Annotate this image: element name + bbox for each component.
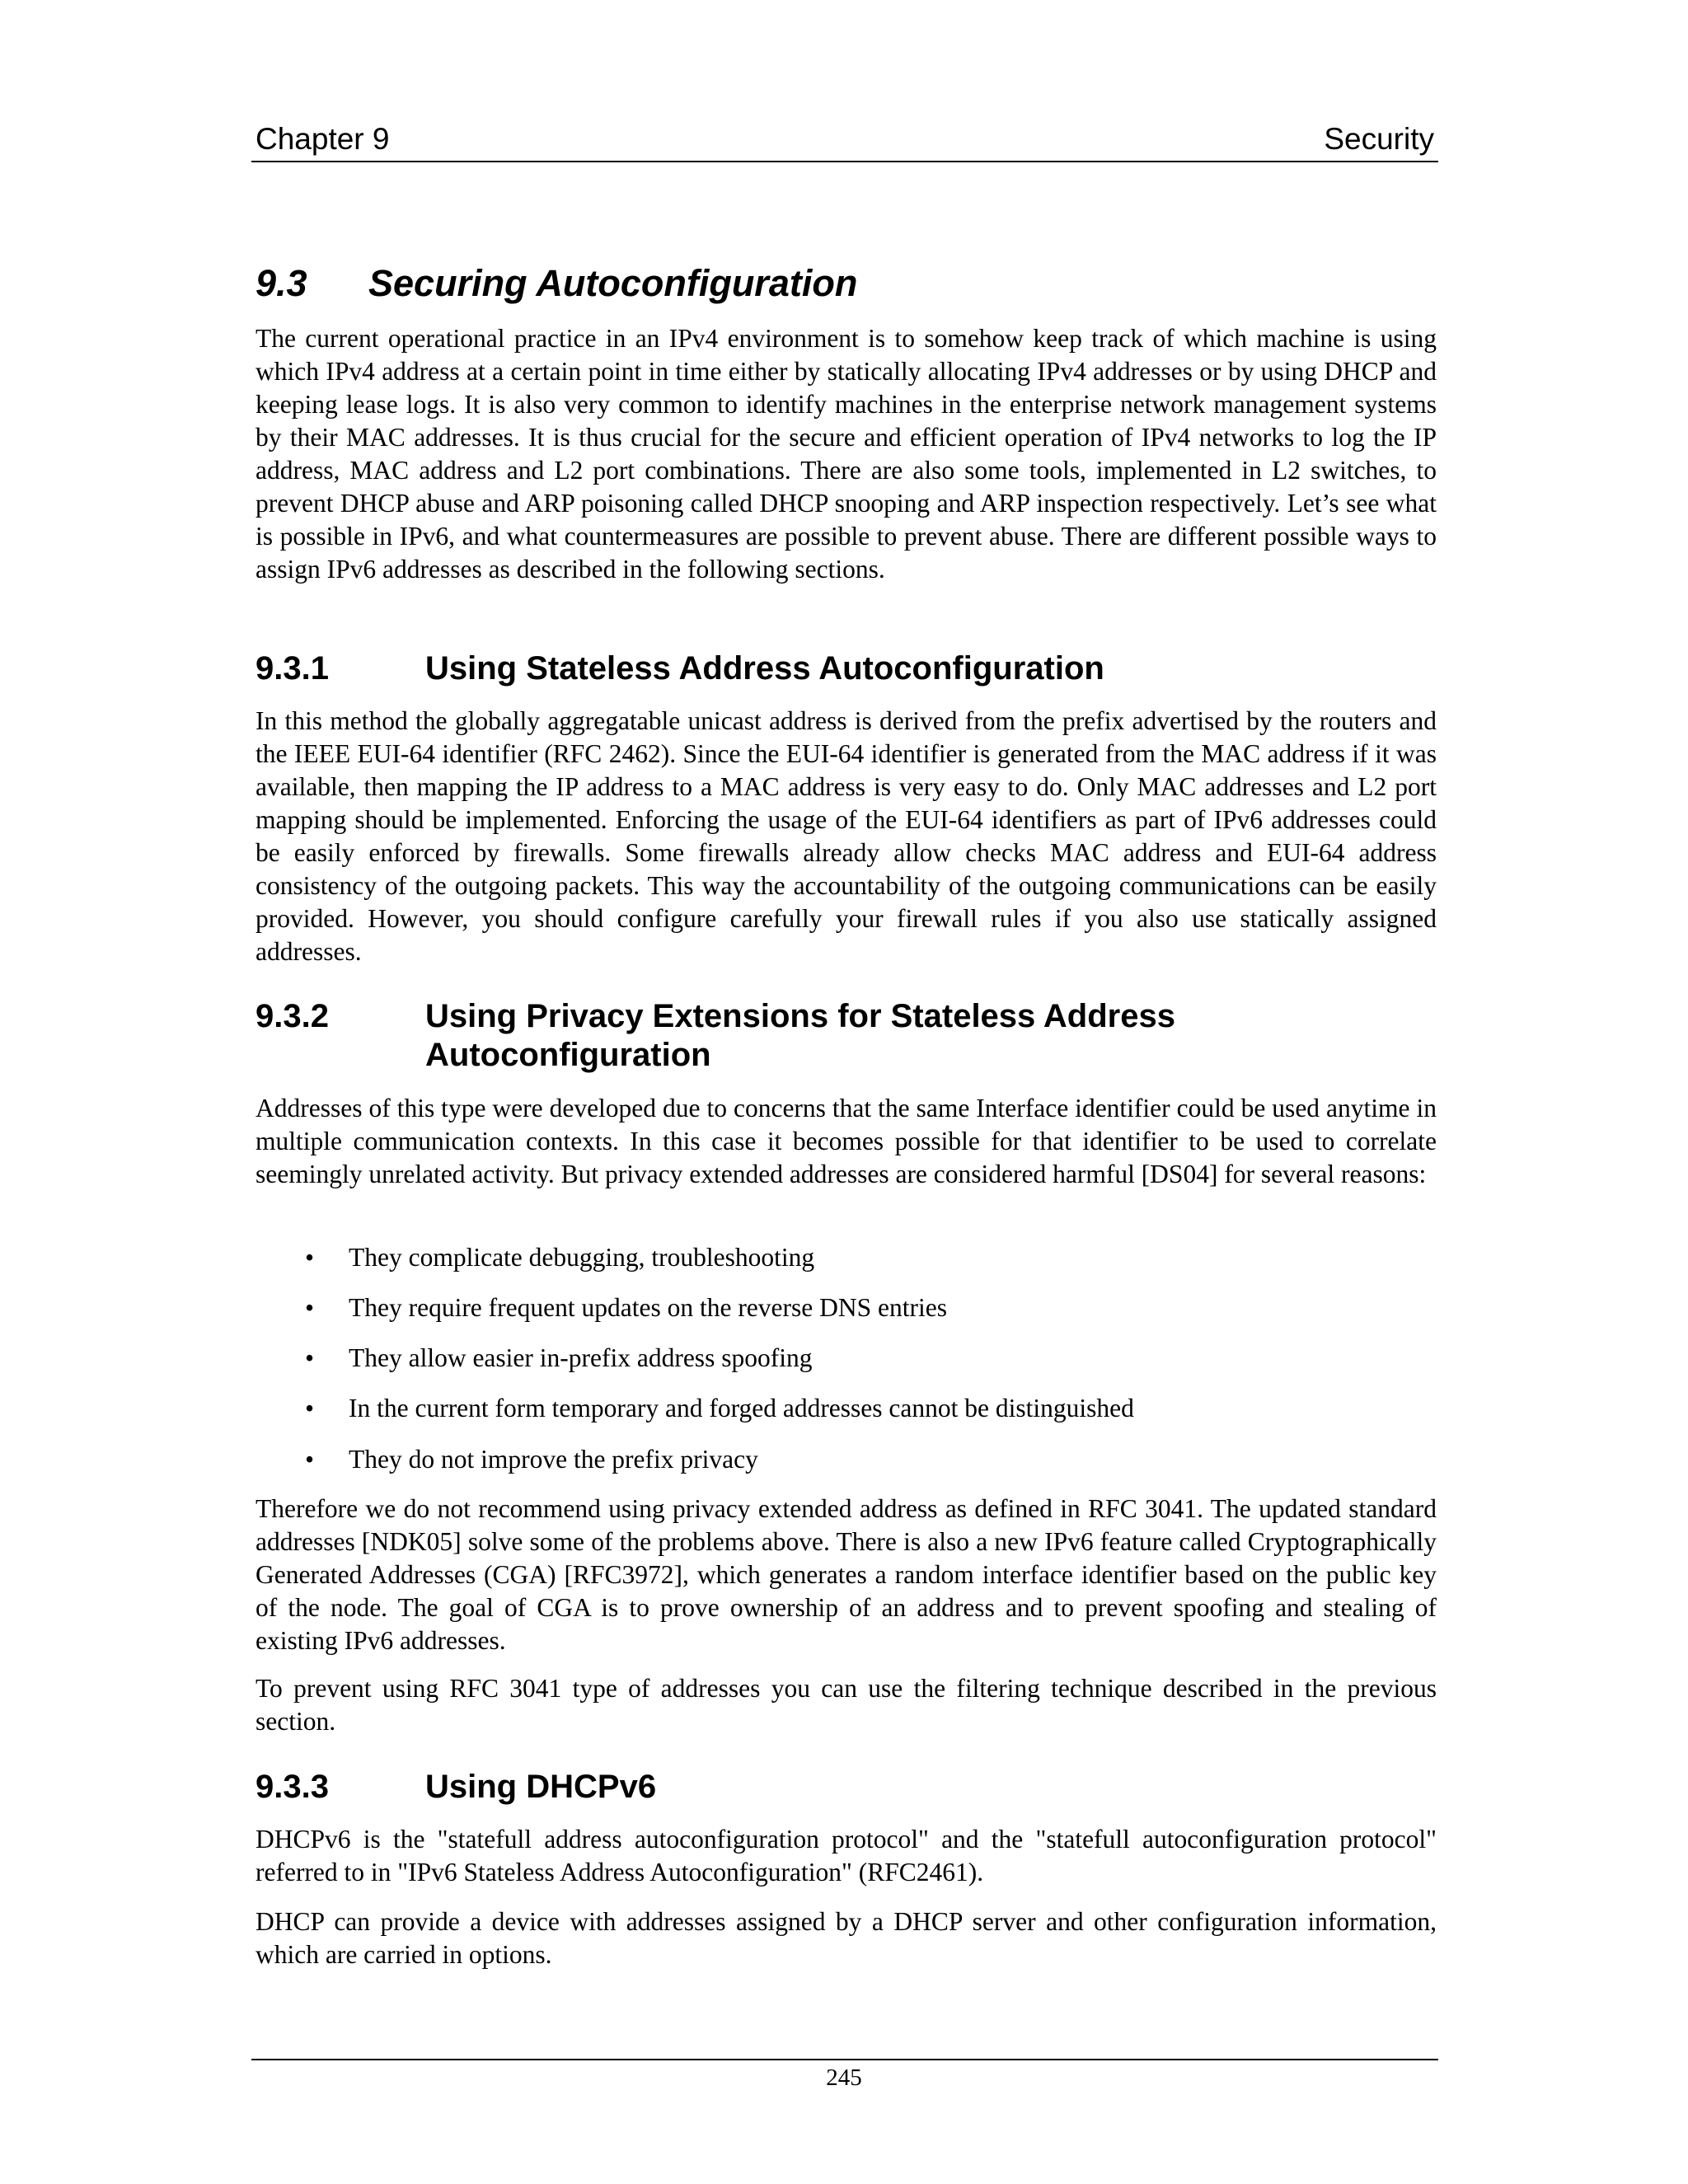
bullet-text: They allow easier in-prefix address spoofing [349, 1343, 813, 1372]
bullet-text: They do not improve the prefix privacy [349, 1445, 758, 1474]
subsection-heading-9-3-2 [256, 997, 1434, 1075]
subsection-number: 9.3.1 [256, 650, 329, 687]
paragraph-dhcp-2: DHCP can provide a device with addresses assigned by a DHCP server and other configuration information, which are carried in options. [256, 1907, 1437, 1969]
paragraph-intro: The current operational practice in an IPv4 environment is to somehow keep track of which machine is using which IPv4 address at a certain point in time either by statically allocating IPv4 addresses or by using DHCP and keeping lease logs. It is also very common to identify machines in the enterprise network management systems by their MAC addresses. It is thus crucial for the secure and efficient operation of IPv4 networks to log the IP address, MAC address and L2 port combinations. There are also some tools, implemented in L2 switches, to prevent DHCP abuse and ARP poisoning called DHCP snooping and ARP inspection respectively. Let’s see what is possible in IPv6, and what countermeasures are possible to prevent abuse. There are different possible ways to assign IPv6 addresses as described in the following sections. [256, 324, 1437, 583]
header-chapter: Chapter 9 [256, 122, 390, 156]
bullet-text: They require frequent updates on the reverse DNS entries [349, 1293, 947, 1322]
section-number: 9.3 [256, 262, 307, 304]
section-heading [256, 262, 1434, 305]
bullet-icon: • [305, 1394, 315, 1422]
bullet-text: They complicate debugging, troubleshooting [349, 1243, 815, 1272]
bullet-icon: • [305, 1343, 315, 1372]
paragraph-privacy-after: Therefore we do not recommend using privacy extended address as defined in RFC 3041. The updated standard addresses [NDK05] solve some of the problems above. There is also a new IPv6 feature called Cryptographically Generated Addresses (CGA) [RFC3972], which generates a random interface identifier based on the public key of the node. The goal of CGA is to prove ownership of an address and to prevent spoofing and stealing of existing IPv6 addresses. [256, 1494, 1437, 1655]
footer-rule [251, 2059, 1438, 2060]
paragraph-prevent: To prevent using RFC 3041 type of addresses you can use the filtering technique described in the previous section. [256, 1674, 1437, 1736]
subsection-number: 9.3.3 [256, 1769, 329, 1805]
bullet-icon: • [305, 1293, 315, 1322]
subsection-title: Using Privacy Extensions for Stateless Address [425, 998, 1175, 1034]
section-title: Securing Autoconfiguration [368, 262, 858, 304]
paragraph-privacy: Addresses of this type were developed due to concerns that the same Interface identifier could be used anytime in multiple communication contexts. In this case it becomes possible for that identifier to be used to correlate seemingly unrelated activity. But privacy extended addresses are considered harmful [DS04] for several reasons: [256, 1094, 1437, 1188]
bullet-icon: • [305, 1445, 315, 1474]
subsection-title-line2: Autoconfiguration [425, 1037, 711, 1073]
paragraph-slaac: In this method the globally aggregatable unicast address is derived from the prefix advertised by the routers and the IEEE EUI-64 identifier (RFC 2462). Since the EUI-64 identifier is generated from the MAC address if it was available, then mapping the IP address to a MAC address is very easy to do. Only MAC addresses and L2 port mapping should be implemented. Enforcing the usage of the EUI-64 identifiers as part of IPv6 addresses could be easily enforced by firewalls. Some firewalls already allow checks MAC address and EUI-64 address consistency of the outgoing packets. This way the accountability of the outgoing communications can be easily provided. However, you should configure carefully your firewall rules if you also use statically assigned addresses. [256, 706, 1437, 966]
header-section: Security [1324, 122, 1434, 156]
page-number: 245 [826, 2064, 862, 2091]
subsection-heading-9-3-3 [256, 1768, 1434, 1807]
subsection-number: 9.3.2 [256, 998, 329, 1034]
subsection-title: Using DHCPv6 [425, 1769, 657, 1805]
bullet-icon: • [305, 1243, 315, 1272]
subsection-title: Using Stateless Address Autoconfiguration [425, 650, 1104, 687]
subsection-heading-9-3-1 [256, 649, 1434, 688]
bullet-text: In the current form temporary and forged addresses cannot be distinguished [349, 1394, 1134, 1422]
paragraph-dhcp-1: DHCPv6 is the "statefull address autoconfiguration protocol" and the "statefull autoconfiguration protocol" referred to in "IPv6 Stateless Address Autoconfiguration" (RFC2461). [256, 1825, 1437, 1886]
header-rule [251, 161, 1438, 162]
